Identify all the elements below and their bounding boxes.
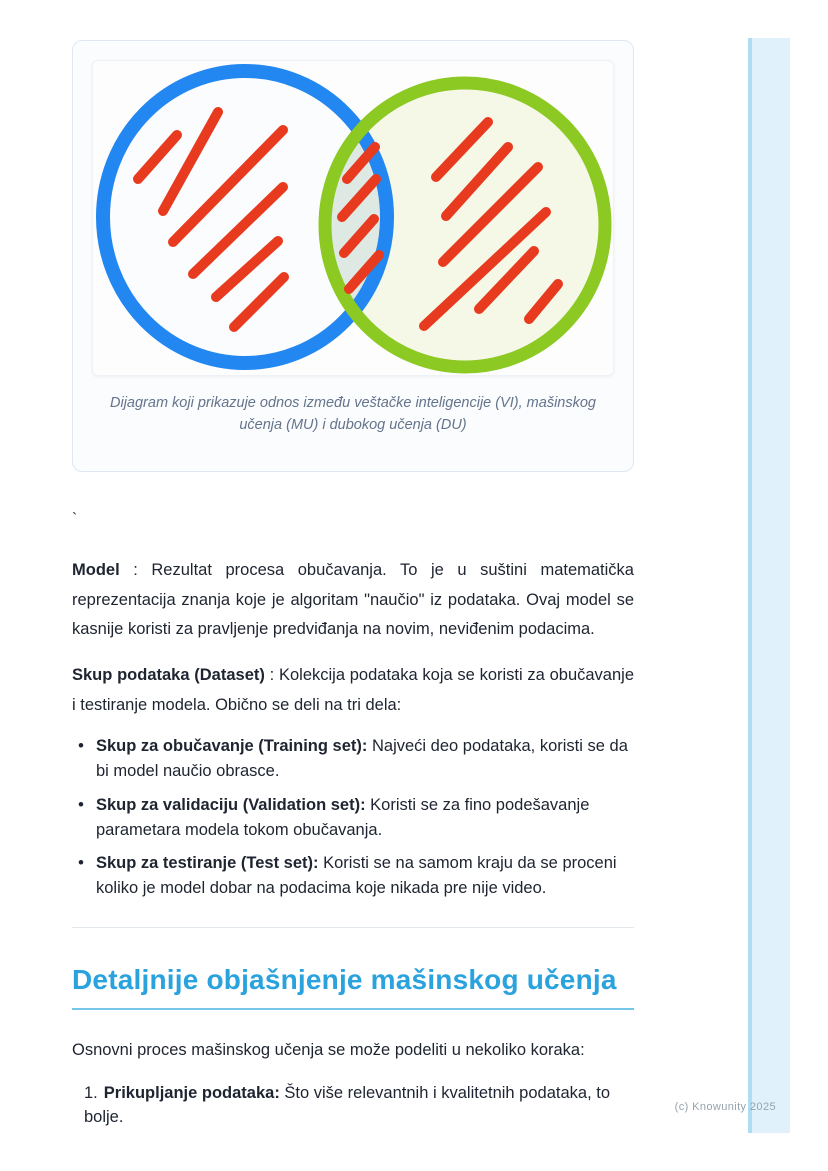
section-intro: Osnovni proces mašinskog učenja se može podeliti u nekoliko koraka: bbox=[72, 1040, 585, 1059]
list-number: 1. bbox=[84, 1083, 98, 1102]
document-content bbox=[72, 40, 634, 1130]
bullet-body: Koristi se na samom kraju da se proceni koliko je model dobar na podacima koje nikada pre nije video. bbox=[96, 854, 617, 898]
bullet-body: Najveći deo podataka, koristi se da bi model naučio obrasce. bbox=[96, 737, 628, 781]
separator-text: : bbox=[264, 666, 279, 684]
scrollbar-track[interactable] bbox=[748, 38, 790, 1133]
bullet-body: Koristi se za fino podešavanje parametara modela tokom obučavanja. bbox=[96, 795, 590, 839]
heading-underline bbox=[72, 1008, 634, 1010]
list-item-validation-set bbox=[72, 793, 634, 843]
copyright-watermark: (c) Knowunity 2025 bbox=[674, 1101, 776, 1113]
separator-text: : bbox=[119, 560, 152, 579]
ml-steps-list bbox=[72, 1081, 634, 1131]
list-item-training-set bbox=[72, 734, 634, 784]
list-item-data-collection bbox=[72, 1081, 634, 1131]
venn-diagram bbox=[92, 60, 614, 376]
figure-card bbox=[72, 40, 634, 472]
venn-diagram-svg bbox=[93, 61, 614, 376]
term-dataset: Skup podataka (Dataset) bbox=[72, 666, 265, 684]
paragraph-model bbox=[72, 556, 634, 645]
stray-backtick: ` bbox=[72, 510, 78, 528]
bullet-lead: Skup za obučavanje (Training set): bbox=[96, 737, 368, 756]
figure-caption: Dijagram koji prikazuje odnos između veštačke inteligencije (VI), mašinskog učenja (MU) i dubokog učenja (DU) bbox=[110, 395, 596, 434]
section-heading: Detaljnije objašnjenje mašinskog učenja bbox=[72, 963, 617, 995]
term-model: Model bbox=[72, 560, 120, 579]
paragraph-model-body: Rezultat procesa obučavanja. To je u suštini matematička reprezentacija znanja koje je algoritam "naučio" iz podataka. Ovaj model se kasnije koristi za pravljenje predviđanja na novim, neviđenim podacima. bbox=[72, 560, 634, 639]
paragraph-dataset bbox=[72, 661, 634, 720]
section-divider bbox=[72, 927, 634, 928]
list-item-test-set bbox=[72, 851, 634, 901]
bullet-lead: Skup za validaciju (Validation set): bbox=[96, 795, 366, 814]
bullet-lead: Skup za testiranje (Test set): bbox=[96, 854, 319, 873]
step-body: Što više relevantnih i kvalitetnih podataka, to bolje. bbox=[84, 1083, 611, 1127]
dataset-splits-list bbox=[72, 734, 634, 901]
paragraph-dataset-body: Kolekcija podataka koja se koristi za obučavanje i testiranje modela. Obično se deli na tri dela: bbox=[72, 666, 634, 714]
step-lead: Prikupljanje podataka: bbox=[103, 1083, 280, 1102]
